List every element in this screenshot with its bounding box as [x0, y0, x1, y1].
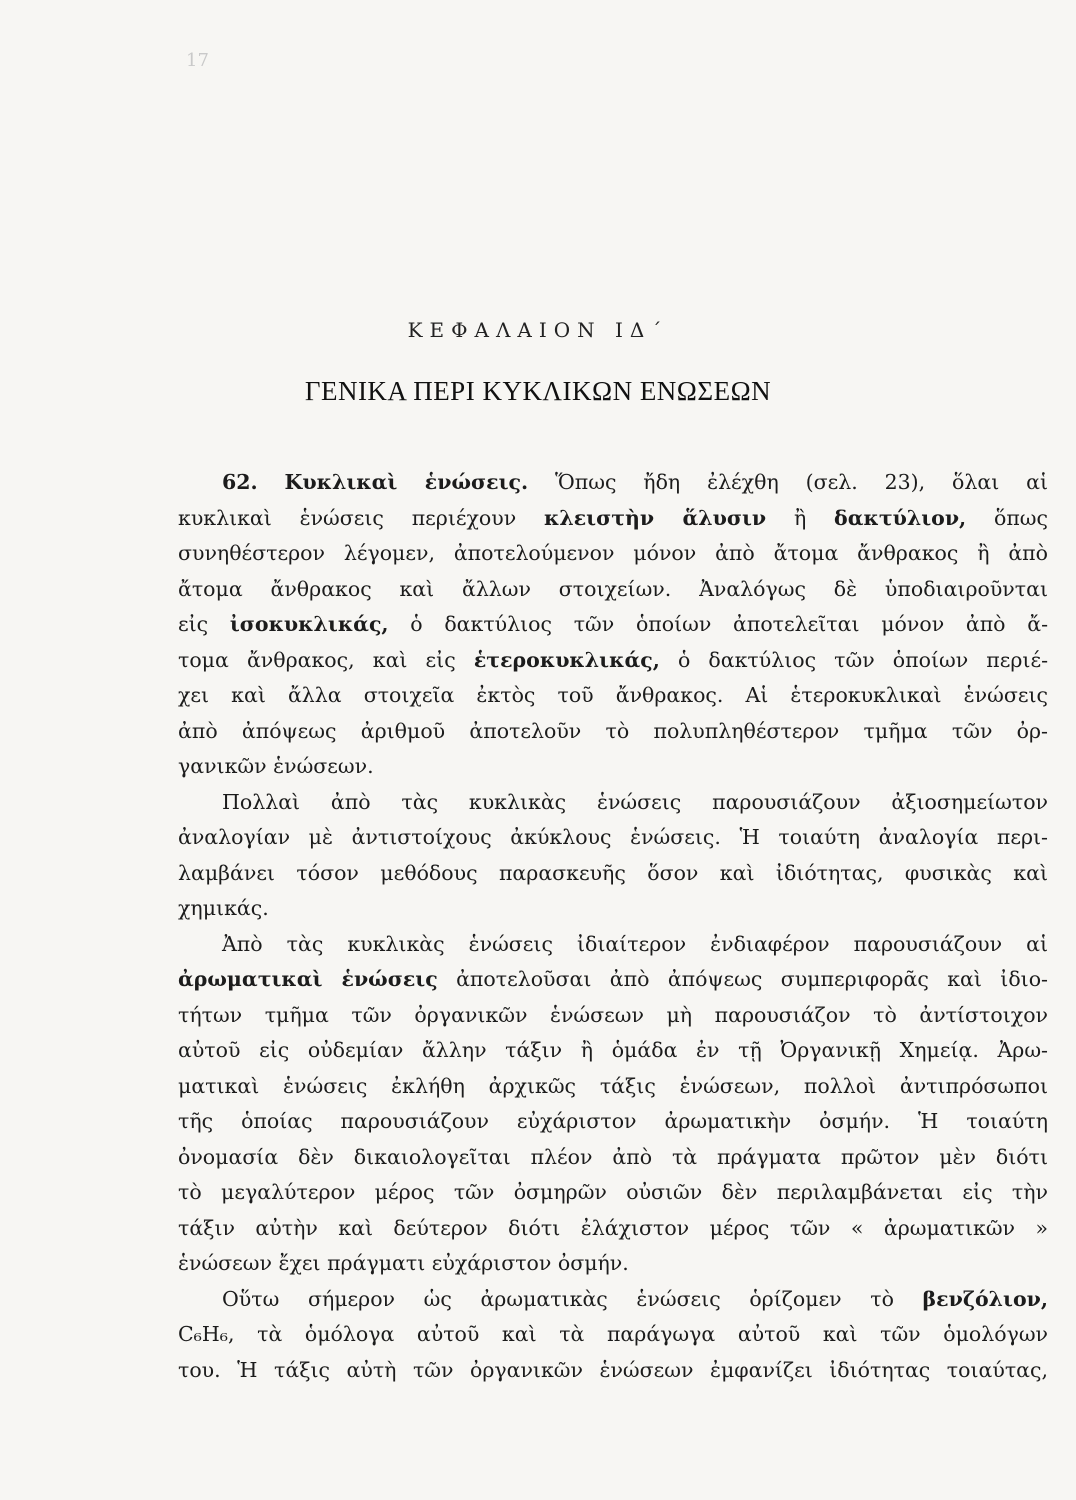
text-line: ὀνομασία δὲν δικαιολογεῖται πλέον ἀπὸ τὰ πράγματα πρῶτον μὲν διότι: [178, 1144, 1048, 1169]
text-line: [178, 962, 1048, 998]
text-span: Οὕτω σήμερον ὡς ἀρωματικὰς ἑνώσεις ὁρίζομεν τὸ: [222, 1286, 923, 1311]
text-span: ὁ δακτύλιος τῶν ὁποίων περιέ-: [659, 647, 1048, 672]
text-line: συνηθέστερον λέγομεν, ἀποτελούμενον μόνον ἀπὸ ἄτομα ἄνθρακος ἢ ἀπὸ: [178, 541, 1048, 565]
text-line: ἄτομα ἄνθρακος καὶ ἄλλων στοιχείων. Ἀναλόγως δὲ ὑποδιαιροῦνται: [178, 576, 1048, 601]
text-line: [178, 465, 1048, 501]
bold-term: ἀρωματικαὶ ἑνώσεις: [178, 967, 438, 991]
text-span: εἰς: [178, 612, 230, 636]
text-line: αὐτοῦ εἰς οὐδεμίαν ἄλλην τάξιν ἢ ὁμάδα ἐν τῇ Ὀργανικῇ Χημείᾳ. Ἀρω-: [178, 1038, 1048, 1062]
text-line: τῆς ὁποίας παρουσιάζουν εὐχάριστον ἀρωματικὴν ὀσμήν. Ἡ τοιαύτη: [178, 1109, 1048, 1133]
text-line: [178, 501, 1048, 537]
section-number: 62.: [222, 470, 258, 494]
text-line: λαμβάνει τόσον μεθόδους παρασκευῆς ὅσον καὶ ἰδιότητας, φυσικὰς καὶ: [178, 860, 1048, 885]
text-line: τάξιν αὐτὴν καὶ δεύτερον διότι ἐλάχιστον μέρος τῶν « ἀρωματικῶν »: [178, 1215, 1048, 1240]
bold-term: βενζόλιον,: [922, 1286, 1048, 1311]
text-line: τήτων τμῆμα τῶν ὀργανικῶν ἑνώσεων μὴ παρουσιάζον τὸ ἀντίστοιχον: [178, 1002, 1048, 1027]
chapter-label: ΚΕΦΑΛΑΙΟΝ ΙΔ΄: [407, 318, 669, 342]
text-line: ἀπὸ ἀπόψεως ἀριθμοῦ ἀποτελοῦν τὸ πολυπληθέστερον τμῆμα τῶν ὀρ-: [178, 718, 1048, 743]
text-span: ἀποτελοῦσαι ἀπὸ ἀπόψεως συμπεριφορᾶς καὶ ἰδιο-: [437, 967, 1048, 991]
text-line: του. Ἡ τάξις αὐτὴ τῶν ὀργανικῶν ἑνώσεων ἐμφανίζει ἰδιότητας τοιαύτας,: [178, 1357, 1048, 1382]
text-line: [178, 607, 1048, 643]
text-span: ὅπως: [966, 505, 1048, 530]
text-line: C₆H₆, τὰ ὁμόλογα αὐτοῦ καὶ τὰ παράγωγα αὐτοῦ καὶ τῶν ὁμολόγων: [178, 1322, 1048, 1346]
text-span: ὁ δακτύλιος τῶν ὁποίων ἀποτελεῖται μόνον ἀπὸ ἄ-: [388, 612, 1048, 636]
text-line: ματικαὶ ἑνώσεις ἐκλήθη ἀρχικῶς τάξις ἑνώσεων, πολλοὶ ἀντιπρόσωποι: [178, 1073, 1048, 1098]
text-span: τομα ἄνθρακος, καὶ εἰς: [178, 647, 474, 672]
section-heading: Κυκλικαὶ ἑνώσεις.: [284, 470, 529, 494]
text-line: ἀναλογίαν μὲ ἀντιστοίχους ἀκύκλους ἑνώσεις. Ἡ τοιαύτη ἀναλογία περι-: [178, 825, 1048, 849]
text-span: ἢ: [766, 505, 835, 530]
text-line: ἑνώσεων ἔχει πράγματι εὐχάριστον ὀσμήν.: [178, 1251, 629, 1275]
bold-term: ἑτεροκυκλικάς,: [473, 647, 660, 672]
text-span: Ὅπως ἤδη ἐλέχθη (σελ. 23), ὅλαι αἱ: [555, 470, 1048, 494]
text-span: κυκλικαὶ ἑνώσεις περιέχουν: [178, 505, 544, 530]
body-text: [178, 465, 1048, 1388]
chapter-title: ΓΕΝΙΚΑ ΠΕΡΙ ΚΥΚΛΙΚΩΝ ΕΝΩΣΕΩΝ: [304, 376, 772, 406]
text-line: χημικάς.: [178, 896, 269, 920]
bold-term: κλειστὴν ἅλυσιν: [543, 505, 767, 530]
bold-term: ἰσοκυκλικάς,: [229, 612, 389, 636]
text-line: τὸ μεγαλύτερον μέρος τῶν ὀσμηρῶν οὐσιῶν δὲν περιλαμβάνεται εἰς τὴν: [178, 1180, 1048, 1204]
page-number: 17: [186, 50, 209, 71]
text-line: Ἀπὸ τὰς κυκλικὰς ἑνώσεις ἰδιαίτερον ἐνδιαφέρον παρουσιάζουν αἱ: [222, 931, 1048, 956]
text-line: χει καὶ ἄλλα στοιχεῖα ἐκτὸς τοῦ ἄνθρακος. Αἱ ἑτεροκυκλικαὶ ἑνώσεις: [178, 683, 1048, 707]
text-line: [178, 643, 1048, 679]
text-line: γανικῶν ἑνώσεων.: [178, 754, 374, 778]
text-line: Πολλαὶ ἀπὸ τὰς κυκλικὰς ἑνώσεις παρουσιάζουν ἀξιοσημείωτον: [222, 789, 1048, 814]
bold-term: δακτύλιον,: [834, 505, 967, 530]
text-line: [178, 1282, 1048, 1318]
